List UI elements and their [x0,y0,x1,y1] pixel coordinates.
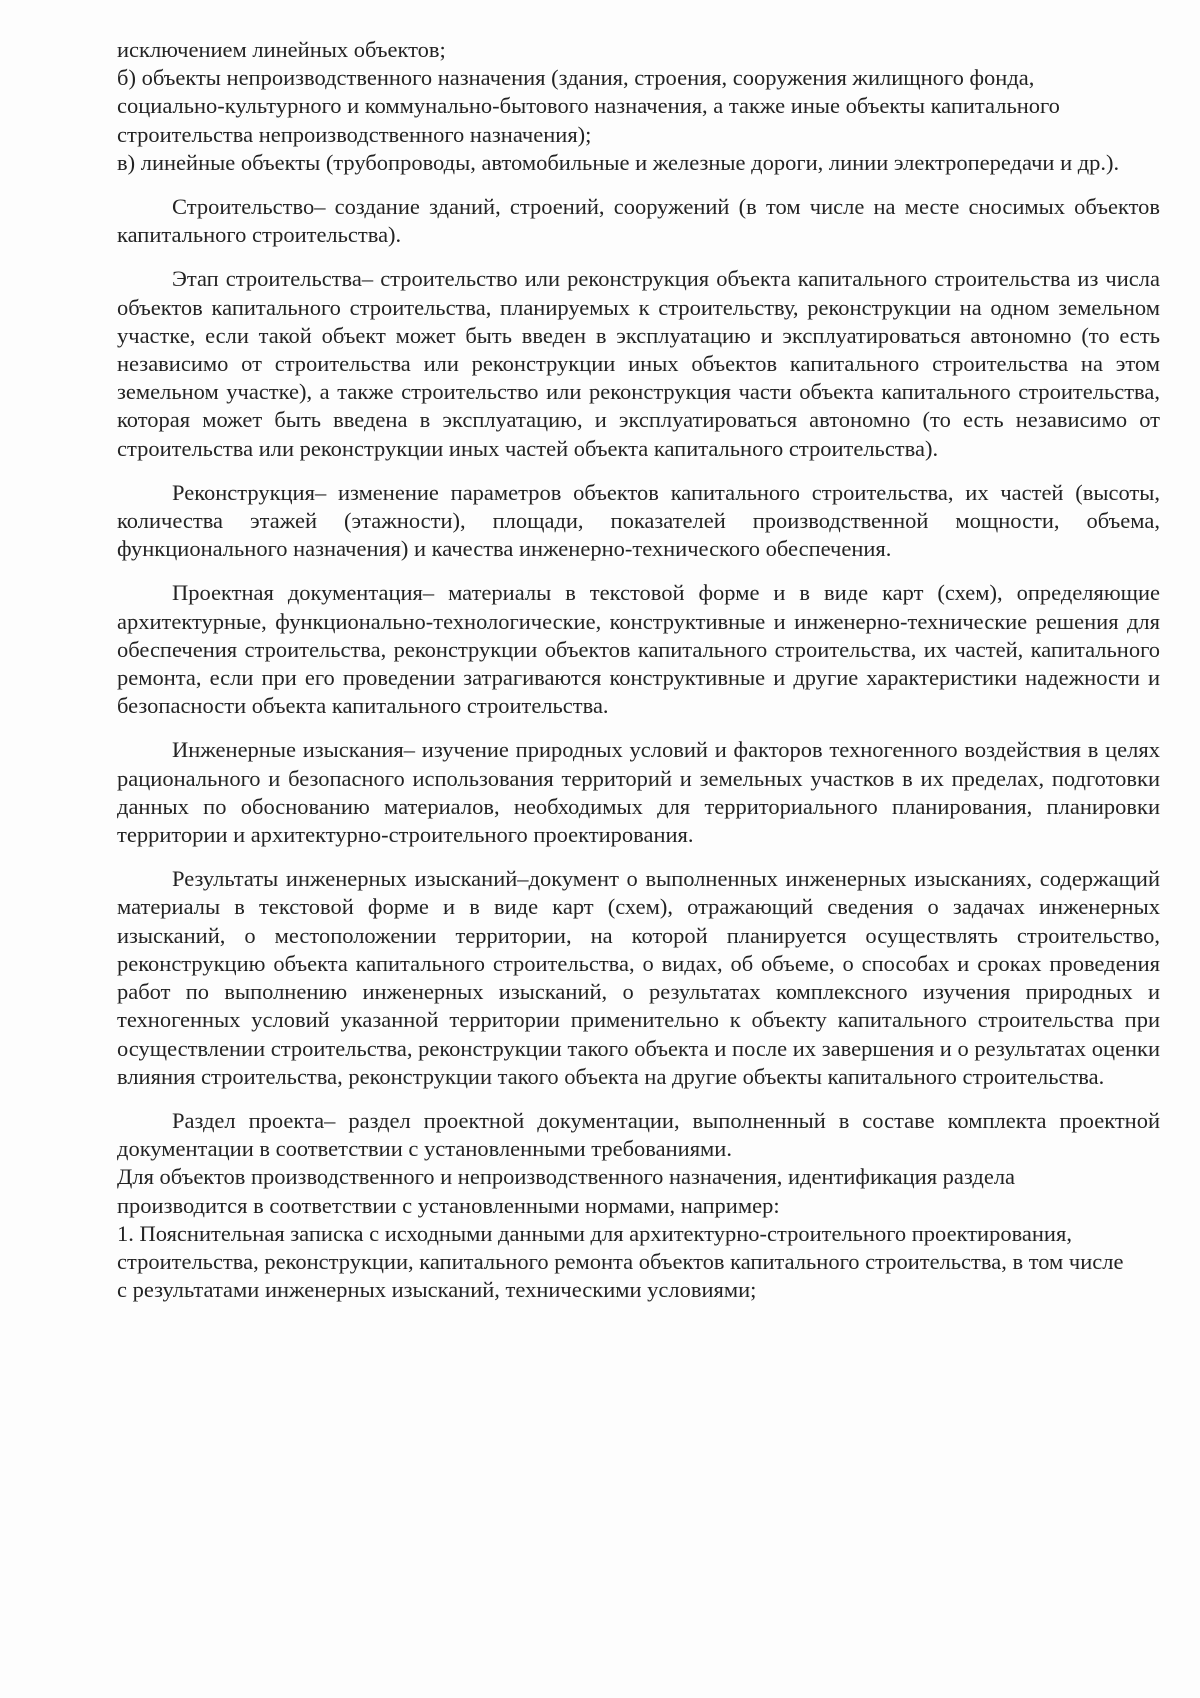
list-item-v: в) линейные объекты (трубопроводы, автомобильные и железные дороги, линии электропередачи и др.). [117,149,1120,175]
paragraph-engineering-surveys: Инженерные изыскания– изучение природных условий и факторов техногенного воздействия в целях рационального и безопасного использования территорий и земельных участков в их пределах, подготовки данных по обоснованию материалов, необходимых для территориального планирования, планировки территории и архитектурно-строительного проектирования. [117,737,1160,848]
paragraph-project-section: Раздел проекта– раздел проектной документации, выполненный в составе комплекта проектной документации в соответствии с установленными требованиями. [117,1107,1160,1162]
text-line: исключением линейных объектов; [117,37,446,62]
list-item-b: б) объекты непроизводственного назначения (здания, строения, сооружения жилищного фонда, социально-культурного и коммунально-бытового назначения, а также иные объекты капитального строительства непроизводственного назначения); [117,65,1060,147]
paragraph-survey-results: Результаты инженерных изысканий–документ о выполненных инженерных изысканиях, содержащий материалы в текстовой форме и в виде карт (схем), отражающий сведения о задачах инженерных изысканий, о местоположении территории, на которой планируется осуществлять строительство, реконструкцию объекта капитального строительства, о видах, об объеме, о способах и сроках проведения работ по выполнению инженерных изысканий, о результатах комплексного изучения природных и техногенных условий указанной территории применительно к объекту капитального строительства при осуществлении строительства, реконструкции такого объекта и после их завершения и о результатах оценки влияния строительства, реконструкции такого объекта на другие объекты капитального строительства. [117,866,1160,1089]
paragraph-construction-stage: Этап строительства– строительство или реконструкция объекта капитального строительства из числа объектов капитального строительства, планируемых к строительству, реконструкции на одном земельном участке, если такой объект может быть введен в эксплуатацию и эксплуатироваться автономно (то есть независимо от строительства или реконструкции иных объектов капитального строительства на этом земельном участке), а также строительство или реконструкция части объекта капитального строительства, которая может быть введена в эксплуатацию, и эксплуатироваться автономно (то есть независимо от строительства или реконструкции иных частей объекта капитального строительства). [117,266,1160,461]
paragraph-construction: Строительство– создание зданий, строений, сооружений (в том числе на месте сносимых объектов капитального строительства). [117,194,1160,248]
list-item-1: 1. Пояснительная записка с исходными данными для архитектурно-строительного проектирования, строительства, реконструкции, капитального ремонта объектов капитального строительства, в том числе с результатами инженерных изысканий, техническими условиями; [117,1220,1124,1303]
paragraph-project-documentation: Проектная документация– материалы в текстовой форме и в виде карт (схем), определяющие архитектурные, функционально-технологические, конструктивные и инженерно-технические решения для обеспечения строительства, реконструкции объектов капитального строительства, их частей, капитального ремонта, если при его проведении затрагиваются конструктивные и другие характеристики надежности и безопасности объекта капитального строительства. [117,580,1160,719]
paragraph-reconstruction: Реконструкция– изменение параметров объектов капитального строительства, их частей (высоты, количества этажей (этажности), площади, показателей производственной мощности, объема, функционального назначения) и качества инженерно-технического обеспечения. [117,479,1160,562]
text-identification: Для объектов производственного и непроизводственного назначения, идентификация раздела производится в соответствии с установленными нормами, например: [117,1164,1016,1218]
